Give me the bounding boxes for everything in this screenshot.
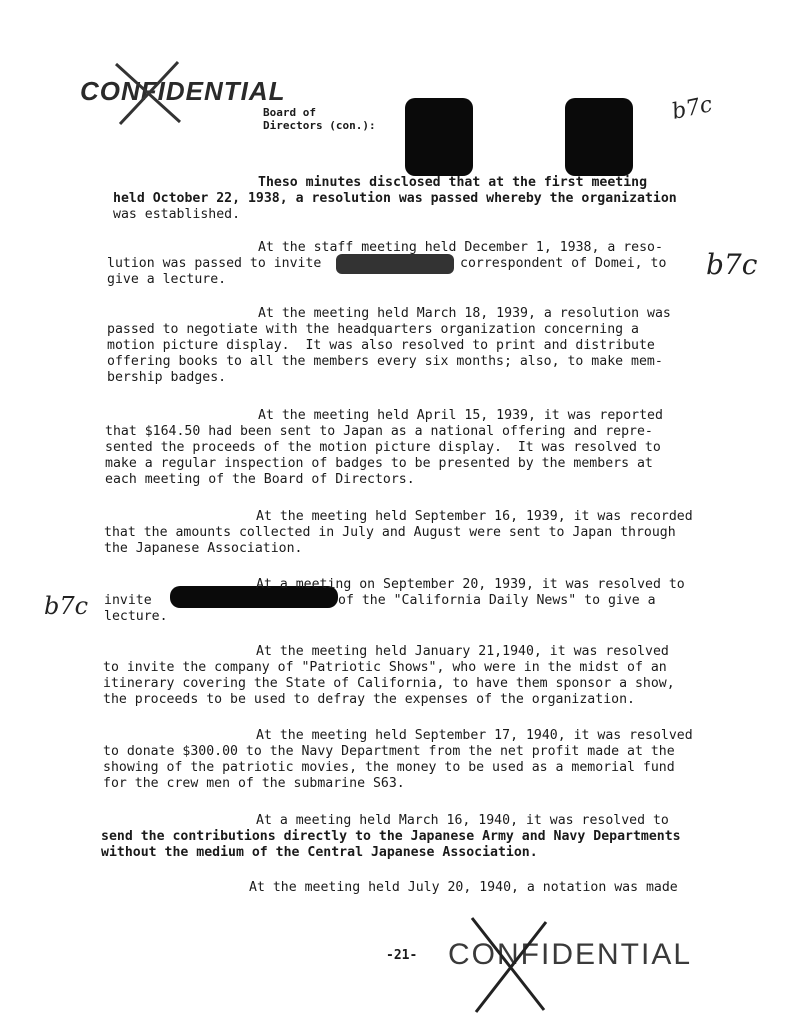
text-line: that $164.50 had been sent to Japan as a national offering and repre- [105,424,653,439]
text-line: of the "California Daily News" to give a [338,593,656,608]
redaction-block [405,98,473,176]
text-line: At the meeting held September 17, 1940, it was resolved [256,728,693,743]
handwritten-note: b7c [669,92,715,125]
text-line: was established. [113,207,241,222]
header-line-1: Board of [263,106,316,119]
page-number: -21- [386,948,418,963]
text-line: At the meeting held September 16, 1939, it was recorded [256,509,693,524]
text-line: At a meeting held March 16, 1940, it was resolved to [256,813,669,828]
text-line: invite [104,593,152,608]
text-line: to invite the company of "Patriotic Shows", who were in the midst of an [103,660,667,675]
redaction-block [336,254,454,274]
text-line: the Japanese Association. [104,541,303,556]
confidential-stamp-bottom [448,938,692,972]
text-line: motion picture display. It was also resolved to print and distribute [107,338,655,353]
text-line: At the meeting held January 21,1940, it was resolved [256,644,669,659]
redaction-block [565,98,633,176]
text-line: to donate $300.00 to the Navy Department from the net profit made at the [103,744,675,759]
text-line: for the crew men of the submarine S63. [103,776,405,791]
text-line: At the meeting held March 18, 1939, a resolution was [258,306,671,321]
text-line: Theso minutes disclosed that at the first meeting [258,175,648,190]
text-line: offering books to all the members every six months; also, to make mem- [107,354,663,369]
text-line: each meeting of the Board of Directors. [105,472,415,487]
confidential-stamp-top [80,76,286,107]
text-line: passed to negotiate with the headquarters organization concerning a [107,322,639,337]
text-line: itinerary covering the State of California, to have them sponsor a show, [103,676,675,691]
text-line: At the meeting held July 20, 1940, a notation was made [249,880,678,895]
text-line: the proceeds to be used to defray the expenses of the organization. [103,692,635,707]
header-line-2: Directors (con.): [263,119,376,132]
text-line: lution was passed to invite [107,256,322,271]
text-line: At the staff meeting held December 1, 1938, a reso- [258,240,663,255]
text-line: that the amounts collected in July and August were sent to Japan through [104,525,676,540]
text-line: held October 22, 1938, a resolution was passed whereby the organization [113,191,677,206]
text-line: bership badges. [107,370,227,385]
text-line: showing of the patriotic movies, the money to be used as a memorial fund [103,760,675,775]
text-line: without the medium of the Central Japanese Association. [101,845,538,860]
cross-out-mark [462,914,552,1014]
section-header [263,106,376,132]
cross-out-mark [108,58,188,128]
stamp-text: CONFIDENTIAL [448,938,693,971]
text-line: At a meeting on September 20, 1939, it was resolved to [256,577,685,592]
stamp-text: CONFIDENTIAL [80,76,286,106]
text-line: make a regular inspection of badges to be presented by the members at [105,456,653,471]
handwritten-note: b7c [44,592,89,620]
handwritten-note: b7c [706,248,758,281]
text-line: send the contributions directly to the Japanese Army and Navy Departments [101,829,681,844]
text-line: lecture. [104,609,168,624]
text-line: At the meeting held April 15, 1939, it was reported [258,408,663,423]
text-line: sented the proceeds of the motion picture display. It was resolved to [105,440,661,455]
text-line: give a lecture. [107,272,227,287]
text-line: correspondent of Domei, to [460,256,667,271]
